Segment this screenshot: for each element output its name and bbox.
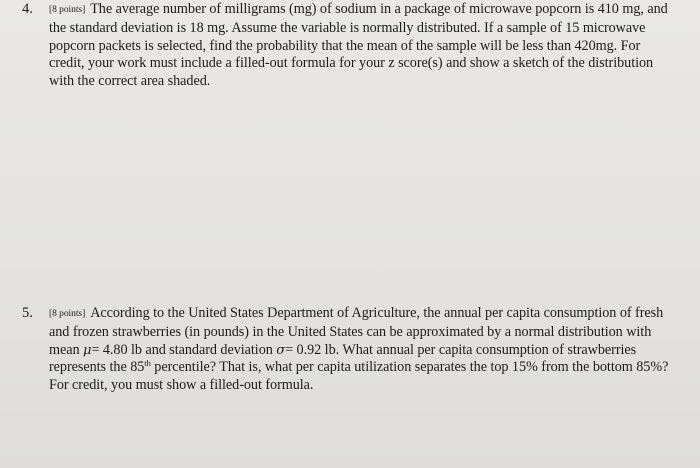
text-line: [49, 359, 682, 376]
ordinal-superscript: th: [144, 358, 151, 369]
problem-4: [22, 1, 682, 90]
text-line: For credit, you must show a filled-out formula.: [49, 376, 314, 393]
problem-text: [49, 1, 682, 90]
text-segment: mean: [49, 341, 80, 358]
problem-text: [49, 305, 682, 394]
text-line: [49, 342, 682, 359]
text-line: and frozen strawberries (in pounds) in the United States can be approximated by a normal distribution with: [49, 324, 652, 341]
problem-number: 4.: [22, 1, 33, 17]
text-segment: percentile? That is, what per capita utilization separates the top 15% from the bottom 85%?: [150, 359, 669, 376]
text-line: with the correct area shaded.: [49, 72, 211, 89]
text-line-content: The average number of milligrams (mg) of sodium in a package of microwave popcorn is 410 mg, and: [90, 1, 668, 17]
points-label: [8 points]: [49, 309, 86, 319]
text-segment: = 4.80 lb and standard deviation: [91, 341, 273, 358]
text-line: [49, 1, 682, 20]
text-line-content: According to the United States Department of Agriculture, the annual per capita consumption of fresh: [90, 305, 664, 321]
text-segment: = 0.92 lb. What annual per capita consumption of strawberries: [285, 341, 637, 358]
points-label: [8 points]: [49, 5, 86, 15]
sigma-symbol: σ: [276, 342, 286, 358]
problem-number: 5.: [22, 305, 33, 321]
text-line: [49, 305, 682, 324]
text-line: the standard deviation is 18 mg. Assume the variable is normally distributed. If a sample of 15 microwave: [49, 20, 646, 37]
text-line: credit, your work must include a filled-out formula for your z score(s) and show a sketch of the distribution: [49, 55, 654, 72]
mu-symbol: μ: [83, 342, 92, 358]
problem-5: [22, 305, 682, 394]
text-line: popcorn packets is selected, find the probability that the mean of the sample will be less than 420mg. For: [49, 37, 641, 54]
text-segment: represents the 85: [49, 359, 145, 376]
